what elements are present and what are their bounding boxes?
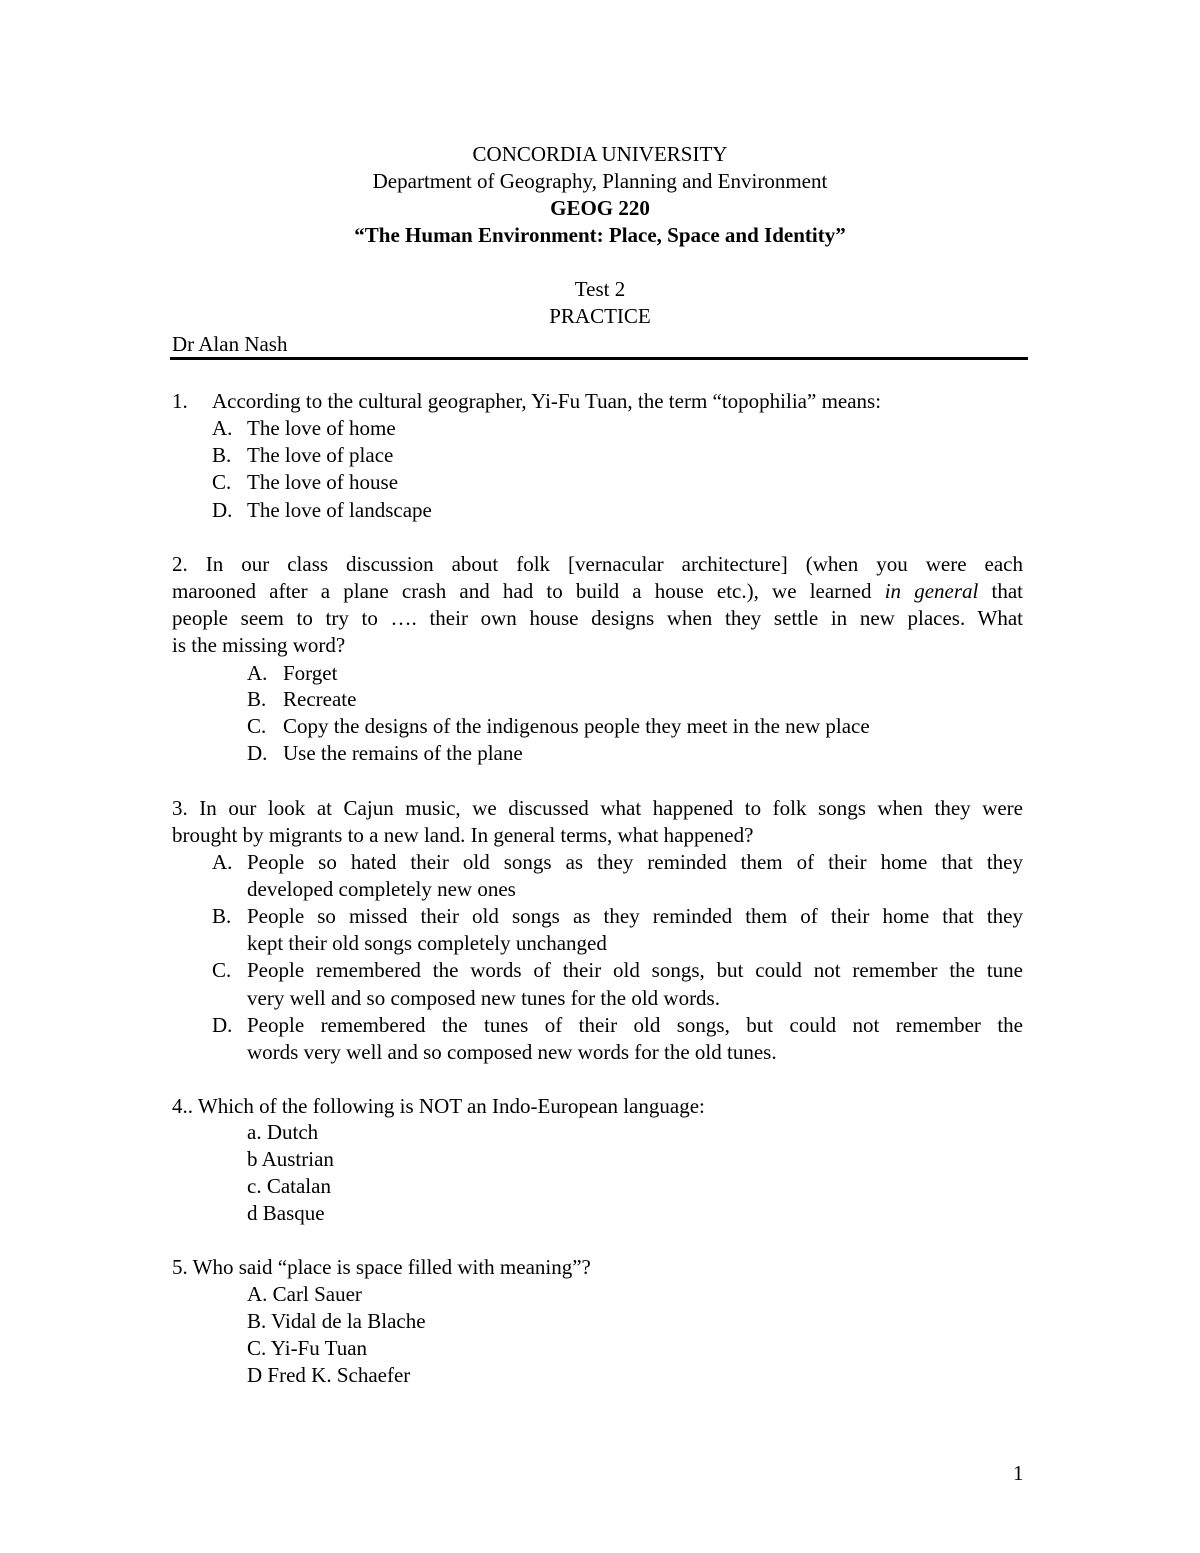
question-text-part: that: [991, 579, 1024, 603]
option-text: D Fred K. Schaefer: [247, 1363, 411, 1387]
question-text: 4.. Which of the following is NOT an Indo-European language:: [172, 1094, 705, 1118]
question-text-line: is the missing word?: [172, 633, 346, 657]
option-text: A. Carl Sauer: [247, 1282, 362, 1306]
question-text: According to the cultural geographer, Yi-Fu Tuan, the term “topophilia” means:: [212, 389, 882, 413]
option-text-continued: words very well and so composed new words for the old tunes.: [247, 1040, 777, 1064]
test-title: Test 2: [574, 277, 626, 301]
option-text: d Basque: [247, 1201, 325, 1225]
option-text: Forget: [283, 661, 338, 685]
option-text-continued: very well and so composed new tunes for the old words.: [247, 986, 720, 1010]
option-letter: A.: [212, 850, 233, 874]
option-text: a. Dutch: [247, 1120, 319, 1144]
option-text-continued: kept their old songs completely unchanged: [247, 931, 607, 955]
option-text: People so missed their old songs as they reminded them of their home that they: [247, 904, 1023, 928]
question-text-part: marooned after a plane crash and had to build a house etc.), we learned: [172, 579, 872, 603]
option-text: Copy the designs of the indigenous people they meet in the new place: [283, 714, 870, 738]
department-name: Department of Geography, Planning and Environment: [372, 169, 828, 193]
option-text: Use the remains of the plane: [283, 741, 523, 765]
option-text: Recreate: [283, 687, 357, 711]
question-text: 5. Who said “place is space filled with meaning”?: [172, 1255, 591, 1279]
question-text-line: 2. In our class discussion about folk [vernacular architecture] (when you were each: [172, 552, 1023, 576]
option-letter: C.: [212, 470, 232, 494]
option-text: C. Yi-Fu Tuan: [247, 1336, 368, 1360]
question-text-line: [172, 578, 1023, 605]
option-letter: D.: [247, 741, 268, 765]
option-letter: C.: [247, 714, 267, 738]
option-letter: B.: [212, 443, 232, 467]
option-letter: B.: [212, 904, 232, 928]
course-code: GEOG 220: [550, 196, 650, 220]
option-text: People so hated their old songs as they reminded them of their home that they: [247, 850, 1023, 874]
page-number: 1: [1013, 1461, 1024, 1485]
question-text-line: people seem to try to …. their own house designs when they settle in new places. What: [172, 606, 1023, 630]
question-text-line: brought by migrants to a new land. In general terms, what happened?: [172, 823, 754, 847]
option-text: The love of home: [247, 416, 396, 440]
emphasis-text: in general: [884, 579, 979, 603]
option-letter: D.: [212, 1013, 233, 1037]
option-letter: D.: [212, 498, 233, 522]
option-text-continued: developed completely new ones: [247, 877, 516, 901]
option-text: People remembered the tunes of their old songs, but could not remember the: [247, 1013, 1023, 1037]
option-text: B. Vidal de la Blache: [247, 1309, 426, 1333]
option-text: The love of landscape: [247, 498, 432, 522]
option-text: b Austrian: [247, 1147, 334, 1171]
university-name: CONCORDIA UNIVERSITY: [472, 142, 728, 166]
option-letter: C.: [212, 958, 232, 982]
option-letter: B.: [247, 687, 267, 711]
question-text-line: 3. In our look at Cajun music, we discussed what happened to folk songs when they were: [172, 796, 1023, 820]
header-divider: [170, 357, 1028, 360]
option-text: c. Catalan: [247, 1174, 331, 1198]
course-title: “The Human Environment: Place, Space and Identity”: [354, 223, 846, 247]
option-letter: A.: [212, 416, 233, 440]
option-letter: A.: [247, 661, 268, 685]
option-text: The love of house: [247, 470, 399, 494]
option-text: The love of place: [247, 443, 394, 467]
option-text: People remembered the words of their old songs, but could not remember the tune: [247, 958, 1023, 982]
author-name: Dr Alan Nash: [172, 332, 288, 356]
question-number: 1.: [172, 389, 188, 413]
practice-label: PRACTICE: [549, 304, 651, 328]
